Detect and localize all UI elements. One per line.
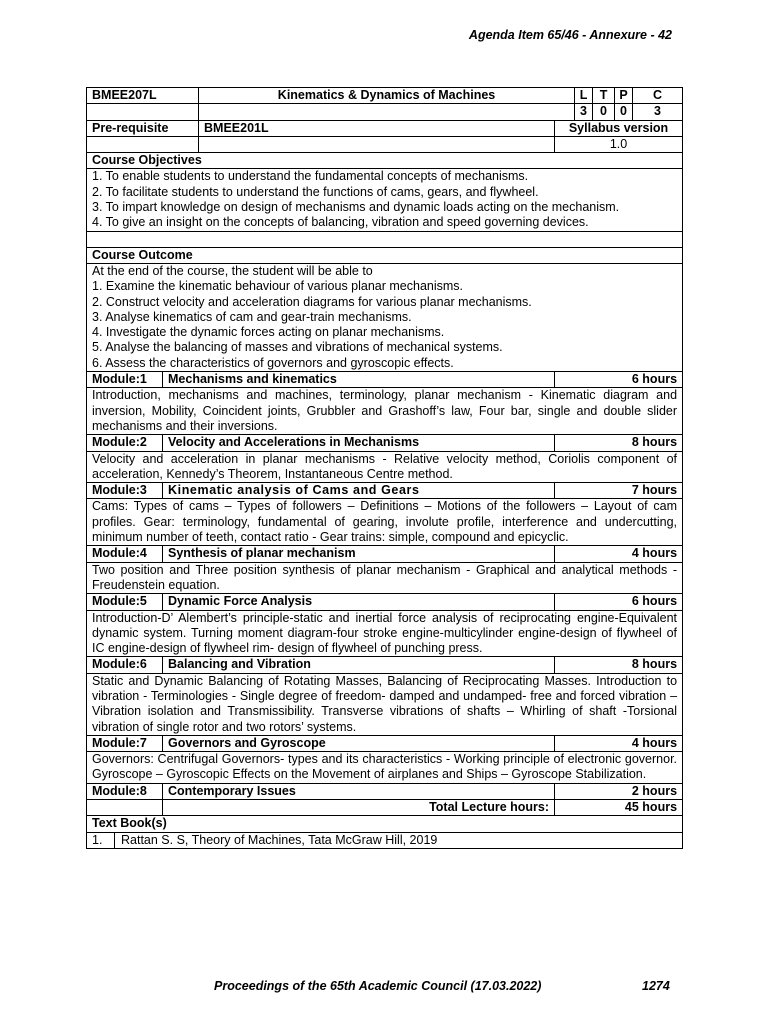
module-label: Module:1: [87, 372, 163, 388]
textbook-item: [87, 832, 683, 848]
module-label: Module:7: [87, 735, 163, 751]
outcome-item: 6. Assess the characteristics of governors and gyroscopic effects.: [92, 355, 454, 370]
outcomes-list: [87, 263, 683, 371]
total-hours-label: Total Lecture hours:: [163, 800, 555, 816]
module-hours: 7 hours: [555, 483, 683, 499]
module-title: Synthesis of planar mechanism: [163, 546, 555, 562]
ltpc-value-c: 3: [633, 104, 683, 120]
blank-cell: [87, 800, 163, 816]
page-number: 1274: [642, 979, 670, 993]
textbook-number: 1.: [92, 833, 115, 848]
syllabus-table: [86, 87, 683, 849]
module-hours: 4 hours: [555, 735, 683, 751]
module-title: Velocity and Accelerations in Mechanisms: [163, 435, 555, 451]
ltpc-label-t: T: [593, 88, 615, 104]
objective-item: 1. To enable students to understand the fundamental concepts of mechanisms.: [92, 169, 529, 184]
course-title: Kinematics & Dynamics of Machines: [199, 88, 575, 104]
total-hours-value: 45 hours: [555, 800, 683, 816]
module-hours: 8 hours: [555, 435, 683, 451]
objective-item: 3. To impart knowledge on design of mechanisms and dynamic loads acting on the mechanism.: [92, 200, 620, 215]
syllabus-version-value: 1.0: [555, 136, 683, 152]
module-hours: 2 hours: [555, 783, 683, 799]
module-label: Module:2: [87, 435, 163, 451]
module-label: Module:8: [87, 783, 163, 799]
module-label: Module:6: [87, 657, 163, 673]
outcome-item: 5. Analyse the balancing of masses and vibrations of mechanical systems.: [92, 340, 503, 355]
module-label: Module:4: [87, 546, 163, 562]
footer-proceedings: Proceedings of the 65th Academic Council (17.03.2022): [214, 979, 542, 993]
textbooks-heading: Text Book(s): [87, 816, 683, 832]
ltpc-label-p: P: [615, 88, 633, 104]
outcomes-heading: Course Outcome: [87, 247, 683, 263]
module-title: Kinematic analysis of Cams and Gears: [163, 483, 555, 499]
module-content: Cams: Types of cams – Types of followers – Definitions – Motions of the followers – Layout of cam profiles. Gear: terminology, fundamental of gearing, involute profile, interference and undercutting, minimum number of teeth, contact ratio - Gear trains: simple, compound and epicyclic.: [87, 499, 683, 546]
objective-item: 2. To facilitate students to understand the functions of cams, gears, and flywheel.: [92, 184, 539, 199]
module-hours: 6 hours: [555, 372, 683, 388]
prereq-value: BMEE201L: [199, 120, 555, 136]
objectives-list: [87, 169, 683, 231]
outcome-item: 4. Investigate the dynamic forces acting on planar mechanisms.: [92, 325, 445, 340]
module-hours: 4 hours: [555, 546, 683, 562]
module-title: Balancing and Vibration: [163, 657, 555, 673]
module-content: Velocity and acceleration in planar mechanisms - Relative velocity method, Coriolis component of acceleration, Kennedy’s Theorem, Instantaneous Centre method.: [87, 451, 683, 483]
outcome-item: 2. Construct velocity and acceleration diagrams for various planar mechanisms.: [92, 294, 532, 309]
module-content: Introduction-D’ Alembert’s principle-static and inertial force analysis of reciprocating engine-Equivalent dynamic system. Turning moment diagram-four stroke engine-multicylinder engine-design of flywheel of IC engine-design of flywheel rim- design of flywheel of punching press.: [87, 610, 683, 657]
module-content: Introduction, mechanisms and machines, terminology, planar mechanism - Kinematic diagram and inversion, Mobility, Coincident joints, Grubbler and Grashoff’s law, Four bar, single and double slider mechanisms and their inversions.: [87, 388, 683, 435]
syllabus-version-label: Syllabus version: [555, 120, 683, 136]
course-code: BMEE207L: [87, 88, 199, 104]
outcomes-intro: At the end of the course, the student will be able to: [92, 263, 373, 278]
module-content: Static and Dynamic Balancing of Rotating Masses, Balancing of Reciprocating Masses. Introduction to vibration - Terminologies - Single degree of freedom- damped and undamped- free and forced vibration – Vibration isolation and Transmissibility. Transverse vibrations of shafts – Whirling of shaft -Torsional vibration of single rotor and two rotors’ systems.: [87, 673, 683, 735]
objective-item: 4. To give an insight on the concepts of balancing, vibration and speed governing devices.: [92, 215, 589, 230]
blank-cell: [87, 104, 199, 120]
outcome-item: 3. Analyse kinematics of cam and gear-train mechanisms.: [92, 309, 412, 324]
module-content: Two position and Three position synthesis of planar mechanism - Graphical and analytical methods - Freudenstein equation.: [87, 562, 683, 594]
blank-row: [87, 231, 683, 247]
module-content: Governors: Centrifugal Governors- types and its characteristics - Working principle of electronic governor. Gyroscope – Gyroscopic Effects on the Movement of airplanes and Ships – Gyroscope Stabilization.: [87, 752, 683, 784]
objectives-heading: Course Objectives: [87, 153, 683, 169]
module-title: Governors and Gyroscope: [163, 735, 555, 751]
blank-cell: [199, 104, 575, 120]
module-label: Module:3: [87, 483, 163, 499]
module-title: Contemporary Issues: [163, 783, 555, 799]
ltpc-value-p: 0: [615, 104, 633, 120]
textbook-text: Rattan S. S, Theory of Machines, Tata McGraw Hill, 2019: [121, 832, 438, 847]
module-label: Module:5: [87, 594, 163, 610]
ltpc-label-c: C: [633, 88, 683, 104]
ltpc-label-l: L: [575, 88, 593, 104]
blank-cell: [87, 136, 199, 152]
module-title: Mechanisms and kinematics: [163, 372, 555, 388]
ltpc-value-t: 0: [593, 104, 615, 120]
module-hours: 8 hours: [555, 657, 683, 673]
outcome-item: 1. Examine the kinematic behaviour of various planar mechanisms.: [92, 279, 464, 294]
module-hours: 6 hours: [555, 594, 683, 610]
prereq-label: Pre-requisite: [87, 120, 199, 136]
module-title: Dynamic Force Analysis: [163, 594, 555, 610]
agenda-item-note: Agenda Item 65/46 - Annexure - 42: [468, 28, 672, 42]
blank-cell: [199, 136, 555, 152]
ltpc-value-l: 3: [575, 104, 593, 120]
